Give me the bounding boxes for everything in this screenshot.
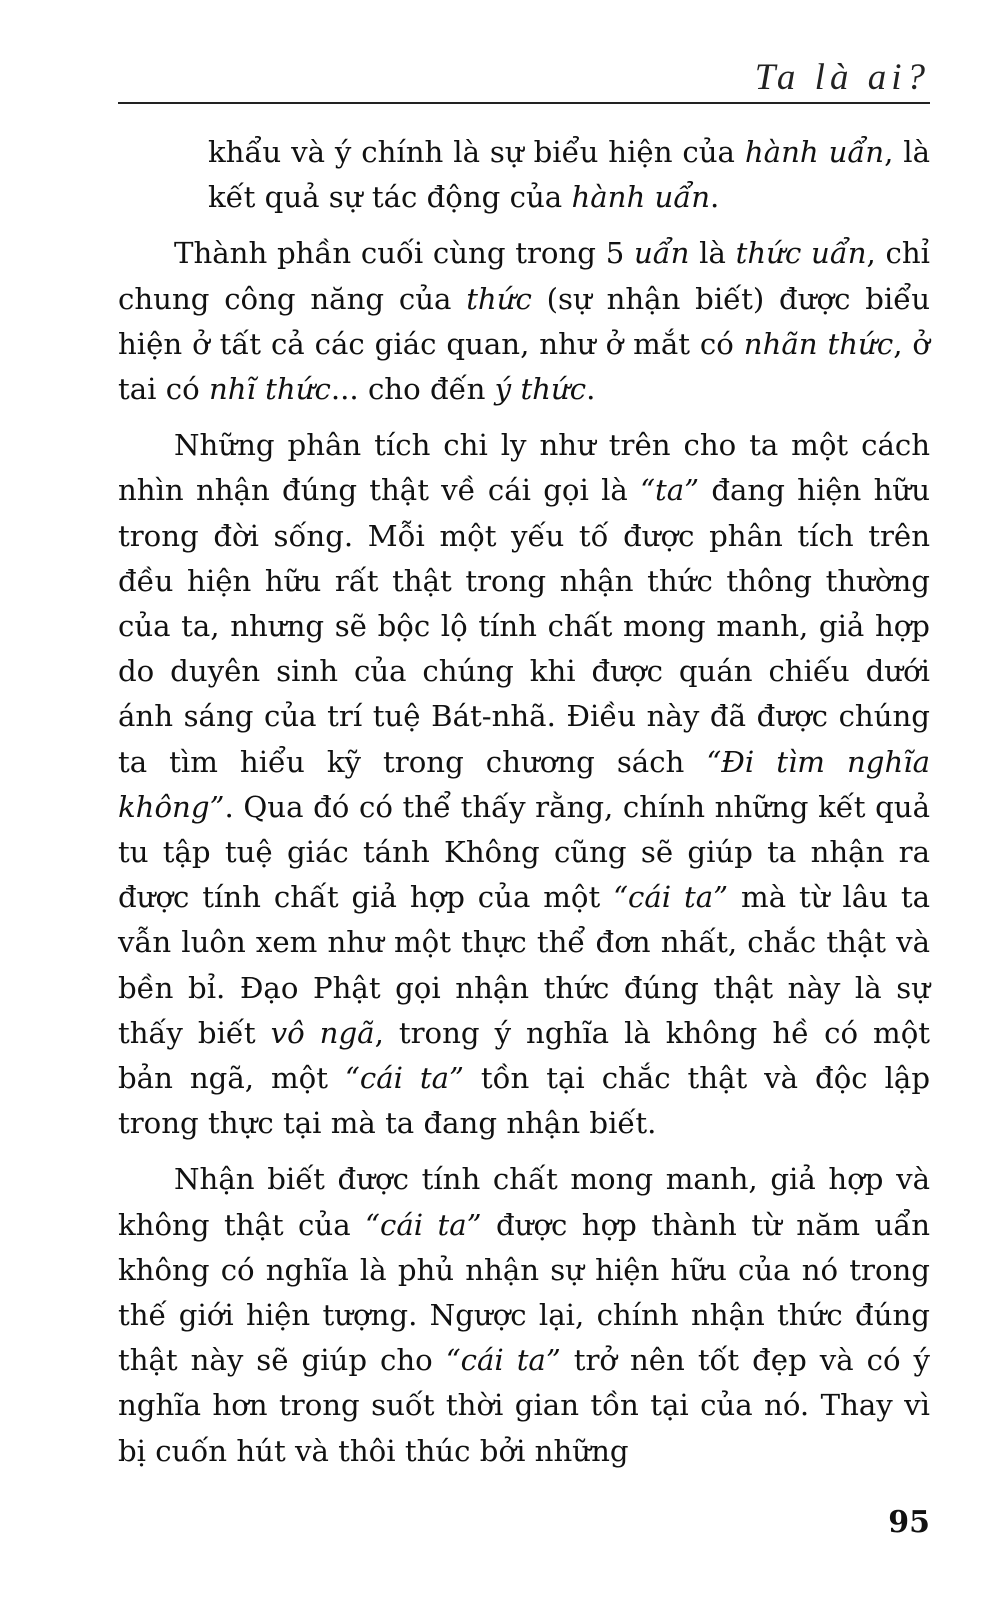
body-paragraph: [118, 1157, 930, 1473]
text-segment: (sự nhận biết) được biểu hiện ở tất cả các giác quan, như ở mắt có: [118, 281, 930, 361]
italic-term: nhĩ thức: [208, 372, 331, 407]
italic-term: “ta”: [640, 473, 700, 508]
text-segment: , là kết quả sự tác động của: [208, 135, 931, 215]
text-segment: trở nên tốt đẹp và có ý nghĩa hơn trong suốt thời gian tồn tại của nó. Thay vì bị cuốn hút và thôi thúc bởi những: [118, 1343, 930, 1468]
running-header-title: Ta là ai?: [754, 57, 930, 98]
italic-term: thức uẩn: [735, 236, 867, 271]
italic-term: vô ngã: [270, 1015, 375, 1050]
running-header: [118, 56, 930, 104]
italic-term: nhãn thức: [743, 326, 894, 361]
text-segment: .: [710, 180, 720, 215]
body-paragraph: [118, 231, 930, 412]
text-segment: . Qua đó có thể thấy rằng, chính những kết quả tu tập tuệ giác tánh Không cũng sẽ giúp ta nhận ra được tính chất giả hợp của một: [118, 789, 930, 915]
text-segment: khẩu và ý chính là sự biểu hiện của: [208, 135, 745, 169]
italic-term: ý thức: [494, 372, 587, 407]
italic-term: “cái ta”: [613, 880, 729, 915]
italic-term: hành uẩn: [744, 135, 885, 169]
italic-term: thức: [466, 281, 532, 316]
text-segment: ... cho đến: [330, 372, 495, 407]
italic-term: “cái ta”: [445, 1343, 561, 1378]
text-segment: mà từ lâu ta vẫn luôn xem như một thực thể đơn nhất, chắc thật và bền bỉ. Đạo Phật gọi nhận thức đúng thật này là sự thấy biết: [118, 880, 930, 1050]
text-segment: .: [586, 372, 596, 407]
text-segment: đang hiện hữu trong đời sống. Mỗi một yếu tố được phân tích trên đều hiện hữu rất thật trong nhận thức thông thường của ta, nhưng sẽ bộc lộ tính chất mong manh, giả hợp do duyên sinh của chúng khi được quán chiếu dưới ánh sáng của trí tuệ Bát-nhã. Điều này đã được chúng ta tìm hiểu kỹ trong chương sách: [118, 473, 931, 779]
italic-term: “cái ta”: [344, 1061, 464, 1096]
text-segment: tồn tại chắc thật và độc lập trong thực tại mà ta đang nhận biết.: [118, 1061, 931, 1141]
page-number: 95: [888, 1505, 930, 1540]
text-segment: Nhận biết được tính chất mong manh, giả hợp và không thật của: [118, 1162, 930, 1242]
italic-term: uẩn: [633, 236, 690, 271]
body-paragraph: [118, 423, 930, 1146]
text-segment: Thành phần cuối cùng trong 5: [174, 236, 634, 271]
italic-term: “Đi tìm nghĩa không”: [118, 744, 930, 824]
text-segment: , ở tai có: [118, 326, 930, 407]
text-segment: , trong ý nghĩa là không hề có một bản ngã, một: [118, 1015, 930, 1096]
text-segment: là: [689, 236, 736, 271]
italic-term: “cái ta”: [365, 1207, 482, 1242]
italic-term: hành uẩn: [571, 180, 711, 215]
quote-paragraph: [208, 130, 930, 220]
body-text: [118, 130, 930, 1485]
text-segment: , chỉ chung công năng của: [118, 236, 930, 316]
text-segment: Những phân tích chi ly như trên cho ta một cách nhìn nhận đúng thật về cái gọi là: [118, 428, 930, 508]
text-segment: được hợp thành từ năm uẩn không có nghĩa là phủ nhận sự hiện hữu của nó trong thế giới hiện tượng. Ngược lại, chính nhận thức đúng thật này sẽ giúp cho: [118, 1207, 930, 1378]
